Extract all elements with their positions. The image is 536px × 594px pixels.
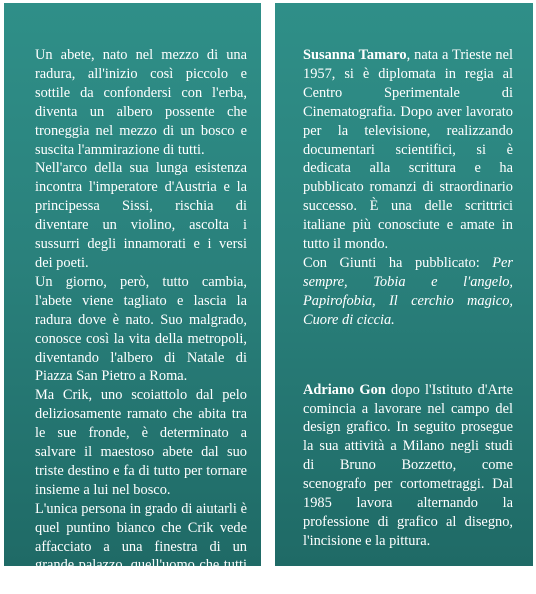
synopsis-paragraph-3: Un giorno, però, tutto cambia, l'abete viene tagliato e lascia la radura dove è nato. Suo malgrado, conosce così la vita della metropoli, diventando l'albero di Natale di Piazza San Pietro a Roma. <box>35 273 247 385</box>
author-publications <box>303 254 513 330</box>
illustrator-bio <box>303 381 513 551</box>
synopsis-paragraph-1: Un abete, nato nel mezzo di una radura, all'inizio così piccolo e sottile da confondersi con l'erba, diventa un albero possente che troneggia nel mezzo di un bosco e suscita l'ammirazione di tutti. <box>35 47 247 158</box>
book-flap-right <box>275 3 533 566</box>
book-flap-left <box>4 3 261 593</box>
publications-intro: Con Giunti ha pubblicato: <box>303 254 493 271</box>
synopsis-paragraph-4: Ma Crik, uno scoiattolo dal pelo deliziosamente ramato che abita tra le sue fronde, è determinato a salvare il maestoso abete dal suo triste destino e fa di tutto per tornare insieme a lui nel bosco. <box>35 387 247 498</box>
author-bio <box>303 46 513 254</box>
synopsis-paragraph-5: L'unica persona in grado di aiutarli è quel puntino bianco che Crik vede affacciato a una finestra di un grande palazzo, quell'uomo che tutti ascoltano in devoto silenzio: il Papa. <box>35 500 247 593</box>
illustrator-name: Adriano Gon <box>303 381 386 398</box>
author-bio-text: , nata a Trieste nel 1957, si è diplomata in regia al Centro Sperimentale di Cinematografia. Dopo aver lavorato per la televisione, realizzando documentari scientifici, si è dedicata alla scrittura e ha pubblicato romanzi di straordinario successo. È una delle scrittrici italiane più conosciute e amate in tutto il mondo. <box>303 47 513 253</box>
author-name: Susanna Tamaro <box>303 47 407 63</box>
publications-titles: Per sempre, Tobia e l'angelo, Papirofobia, Il cerchio magico, Cuore di ciccia. <box>303 254 513 328</box>
illustrator-bio-text: dopo l'Istituto d'Arte comincia a lavorare nel campo del design grafico. In seguito prosegue la sua attività a Milano negli studi di Bruno Bozzetto, come scenografo per cortometraggi. Dal 1985 lavora alternando la professione di grafico al disegno, l'incisione e la pittura. <box>303 381 513 549</box>
section-spacer <box>303 330 513 381</box>
synopsis-paragraph-2: Nell'arco della sua lunga esistenza incontra l'imperatore d'Austria e la principessa Sissi, rischia di diventare un violino, ascolta i sussurri degli innamorati e i versi dei poeti. <box>35 160 247 271</box>
